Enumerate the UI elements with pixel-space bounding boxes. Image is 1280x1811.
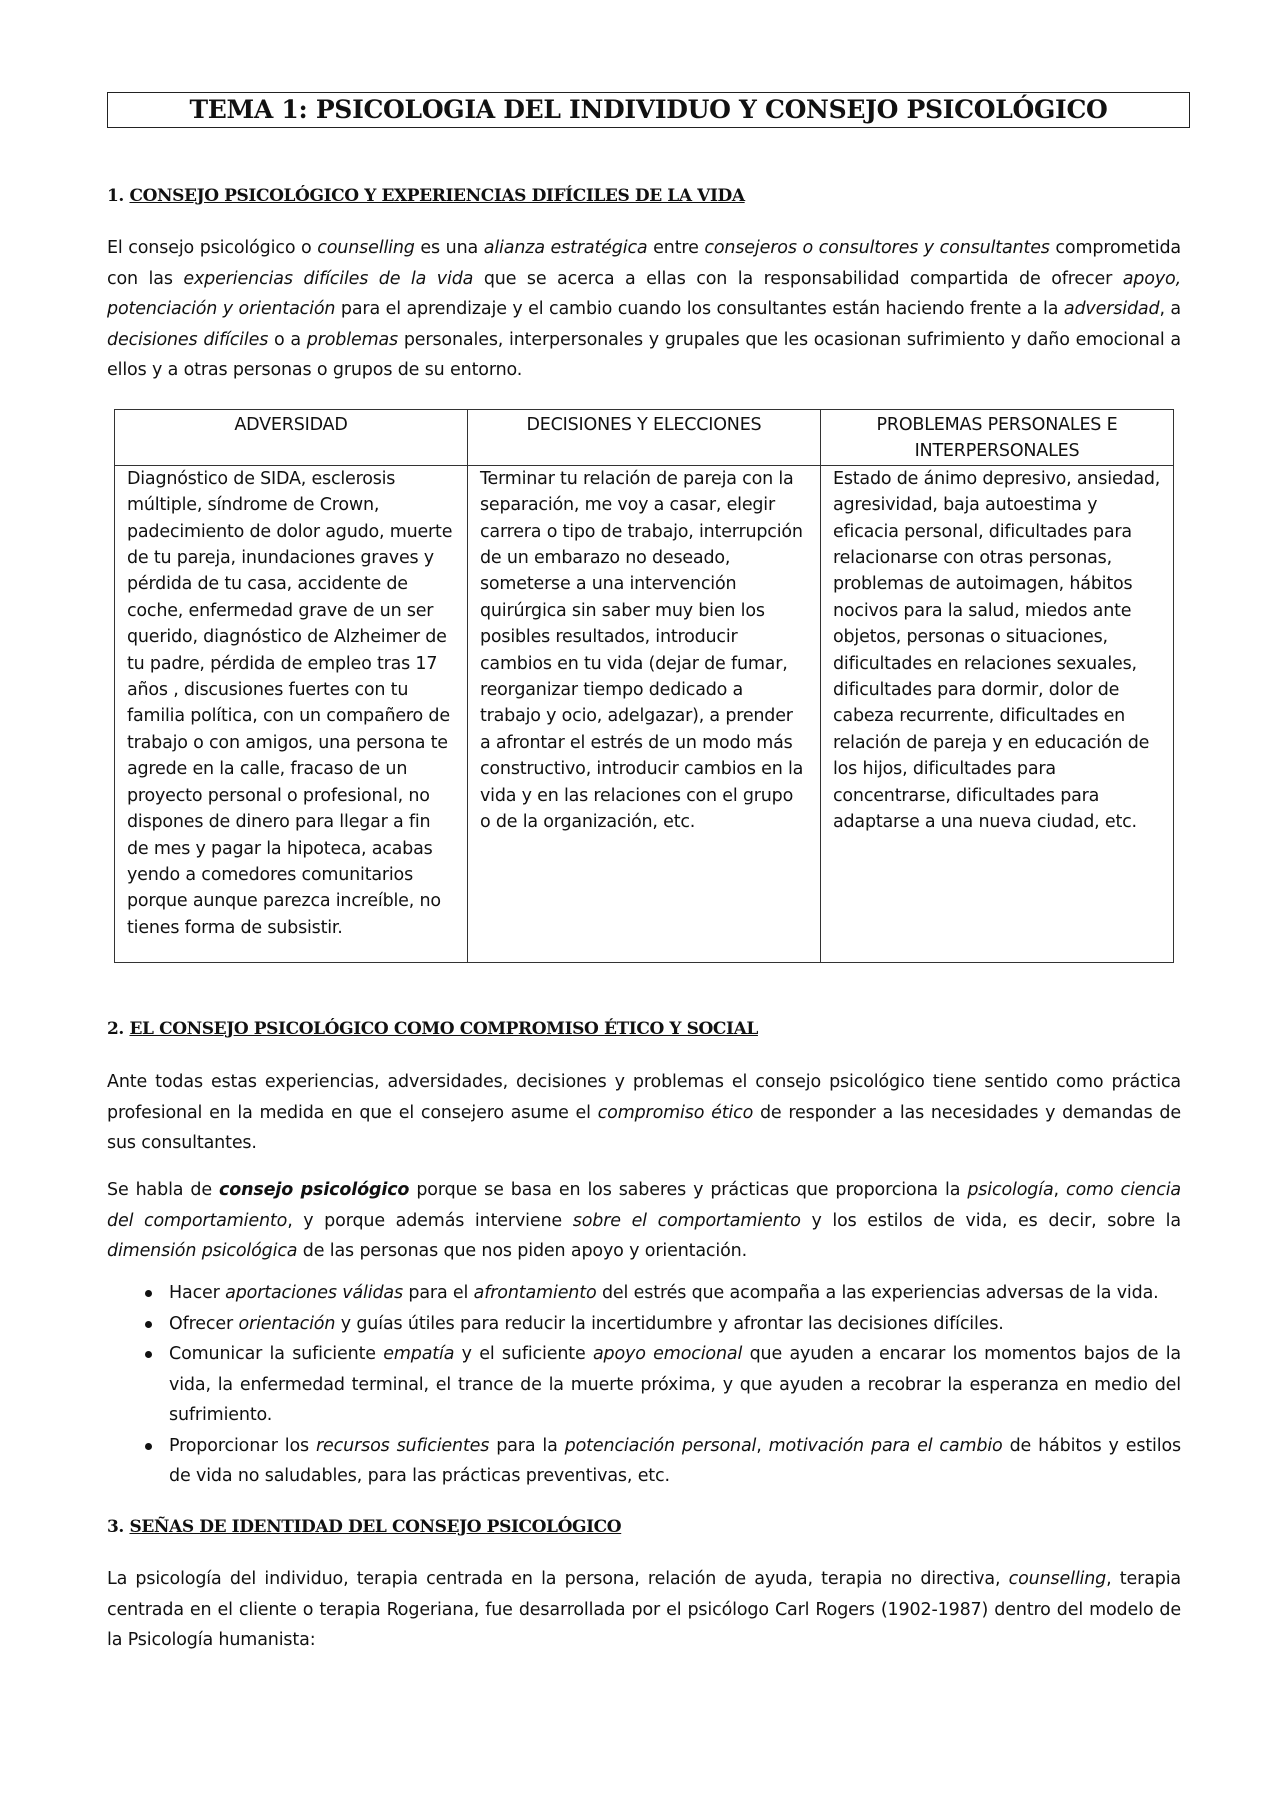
bold-italic-run: consejo psicológico — [219, 1180, 410, 1200]
italic-run: alianza estratégica — [483, 238, 648, 258]
section-2-title: EL CONSEJO PSICOLÓGICO COMO COMPROMISO ÉTICO Y SOCIAL — [129, 1019, 758, 1039]
italic-run: counselling — [1008, 1569, 1107, 1589]
table-cell-problemas: Estado de ánimo depresivo, ansiedad, agresividad, baja autoestima y eficacia personal, dificultades para relacionarse con otras personas, problemas de autoimagen, hábitos nocivos para la salud, miedos ante objetos, personas o situaciones, dificultades en relaciones sexuales, dificultades para dormir, dolor de cabeza recurrente, dificultades en relación de pareja y en educación de los hijos, dificultades para concentrarse, dificultades para adaptarse a una nueva ciudad, etc. — [821, 465, 1174, 962]
text-run: , y porque además interviene — [287, 1210, 573, 1231]
italic-run: motivación para el cambio — [768, 1435, 1003, 1456]
text-run: porque se basa en los saberes y prácticas que proporciona la — [409, 1180, 968, 1200]
list-item — [107, 1339, 1181, 1431]
italic-run: decisiones difíciles — [107, 329, 269, 350]
text-run: que se acerca a ellas con la responsabilidad compartida de ofrecer — [473, 268, 1123, 289]
text-run: y guías útiles para reducir la incertidumbre y afrontar las decisiones difíciles. — [335, 1313, 1004, 1334]
bullet-list — [107, 1278, 1181, 1492]
section-1-heading — [107, 186, 745, 206]
text-run: y el suficiente — [454, 1344, 593, 1364]
italic-run: orientación — [238, 1313, 336, 1334]
text-run: comprometida con las — [107, 238, 1182, 289]
text-run: El consejo psicológico o — [107, 238, 318, 258]
list-item — [107, 1278, 1181, 1309]
text-run: , — [756, 1435, 769, 1456]
text-run: y los estilos de vida, es decir, sobre la — [800, 1210, 1181, 1231]
section-2-paragraph-1 — [107, 1067, 1181, 1159]
text-run: Comunicar la suficiente — [169, 1344, 384, 1364]
text-run: del estrés que acompaña a las experiencias adversas de la vida. — [596, 1283, 1159, 1303]
italic-run: consejeros o consultores y consultantes — [704, 238, 1050, 258]
text-run: de hábitos y estilos de vida no saludables, para las prácticas preventivas, etc. — [169, 1435, 1181, 1486]
italic-run: counselling — [317, 238, 415, 258]
section-3-paragraph — [107, 1564, 1181, 1656]
text-run: entre — [647, 238, 705, 258]
text-run: Hacer — [169, 1283, 226, 1303]
italic-run: potenciación personal — [564, 1435, 757, 1456]
text-run: o a — [268, 329, 307, 350]
table-header-cell: PROBLEMAS PERSONALES E INTERPERSONALES — [821, 410, 1174, 466]
text-run: , — [1053, 1180, 1066, 1200]
list-item — [107, 1309, 1181, 1340]
section-1-number: 1. — [107, 186, 130, 206]
section-2-heading — [107, 1019, 758, 1039]
text-run: Ofrecer — [169, 1313, 239, 1334]
text-run: para el — [402, 1283, 474, 1303]
italic-run: apoyo emocional — [592, 1344, 743, 1364]
text-run: personales, interpersonales y grupales que les ocasionan sufrimiento y daño emocional a ellos y a otras personas o grupos de su entorno. — [107, 329, 1181, 380]
italic-run: aportaciones válidas — [225, 1283, 403, 1303]
section-2-number: 2. — [107, 1019, 130, 1039]
section-1-paragraph — [107, 233, 1181, 386]
bullet-icon — [145, 1321, 152, 1328]
page-title: TEMA 1: PSICOLOGIA DEL INDIVIDUO Y CONSEJO PSICOLÓGICO — [189, 95, 1108, 124]
text-run: Ante todas estas experiencias, adversidades, decisiones y problemas el consejo psicológico tiene sentido como práctica profesional en la medida en que el consejero asume el — [107, 1072, 1181, 1123]
experiences-table — [114, 409, 1174, 963]
italic-run: experiencias difíciles de la vida — [183, 268, 474, 289]
section-1-title: CONSEJO PSICOLÓGICO Y EXPERIENCIAS DIFÍCILES DE LA VIDA — [129, 186, 745, 206]
table-cell-adversidad: Diagnóstico de SIDA, esclerosis múltiple, síndrome de Crown, padecimiento de dolor agudo, muerte de tu pareja, inundaciones graves y pérdida de tu casa, accidente de coche, enfermedad grave de un ser querido, diagnóstico de Alzheimer de tu padre, pérdida de empleo tras 17 años , discusiones fuertes con tu familia política, con un compañero de trabajo o con amigos, una persona te agrede en la calle, fracaso de un proyecto personal o profesional, no dispones de dinero para llegar a fin de mes y pagar la hipoteca, acabas yendo a comedores comunitarios porque aunque parezca increíble, no tienes forma de subsistir. — [115, 465, 468, 962]
table-header-cell: DECISIONES Y ELECCIONES — [468, 410, 821, 466]
section-3-number: 3. — [107, 1517, 130, 1537]
table-cell-decisiones: Terminar tu relación de pareja con la separación, me voy a casar, elegir carrera o tipo de trabajo, interrupción de un embarazo no deseado, someterse a una intervención quirúrgica sin saber muy bien los posibles resultados, introducir cambios en tu vida (dejar de fumar, reorganizar tiempo dedicado a trabajo y ocio, adelgazar), a prender a afrontar el estrés de un modo más constructivo, introducir cambios en la vida y en las relaciones con el grupo o de la organización, etc. — [468, 465, 821, 962]
italic-run: problemas — [306, 329, 399, 350]
text-run: que ayuden a encarar los momentos bajos de la vida, la enfermedad terminal, el trance de la muerte próxima, y que ayuden a recobrar la esperanza en medio del sufrimiento. — [169, 1344, 1182, 1425]
table-header-row — [115, 410, 1174, 466]
italic-run: afrontamiento — [473, 1283, 597, 1303]
italic-run: dimensión psicológica — [107, 1241, 298, 1261]
section-3-title: SEÑAS DE IDENTIDAD DEL CONSEJO PSICOLÓGICO — [129, 1517, 622, 1537]
italic-run: apoyo, potenciación y orientación — [107, 268, 1181, 319]
bullet-icon — [145, 1290, 152, 1297]
bullet-icon — [145, 1351, 152, 1358]
table-row — [115, 465, 1174, 962]
text-run: de responder a las necesidades y demandas de sus consultantes. — [107, 1102, 1181, 1153]
text-run: es una — [414, 238, 484, 258]
text-run: para la — [489, 1435, 565, 1456]
title-box — [107, 92, 1190, 128]
text-run: , a — [1159, 299, 1181, 319]
text-run: , terapia centrada en el cliente o terapia Rogeriana, fue desarrollada por el psicólogo Carl Rogers (1902-1987) dentro del modelo de la Psicología humanista: — [107, 1569, 1181, 1650]
section-2-paragraph-2 — [107, 1175, 1181, 1267]
italic-run: adversidad — [1063, 299, 1160, 319]
list-item — [107, 1431, 1181, 1492]
text-run: Se habla de — [107, 1180, 219, 1200]
italic-run: compromiso ético — [597, 1102, 754, 1123]
text-run: de las personas que nos piden apoyo y orientación. — [297, 1241, 748, 1261]
italic-run: sobre el comportamiento — [572, 1210, 801, 1231]
text-run: Proporcionar los — [169, 1435, 316, 1456]
section-3-heading — [107, 1517, 621, 1537]
text-run: para el aprendizaje y el cambio cuando los consultantes están haciendo frente a la — [335, 299, 1064, 319]
italic-run: como ciencia del comportamiento — [107, 1180, 1181, 1231]
bullet-icon — [145, 1443, 152, 1450]
table-header-cell: ADVERSIDAD — [115, 410, 468, 466]
italic-run: recursos suficientes — [316, 1435, 490, 1456]
italic-run: psicología — [967, 1180, 1054, 1200]
text-run: La psicología del individuo, terapia centrada en la persona, relación de ayuda, terapia no directiva, — [107, 1569, 1009, 1589]
italic-run: empatía — [383, 1344, 455, 1364]
